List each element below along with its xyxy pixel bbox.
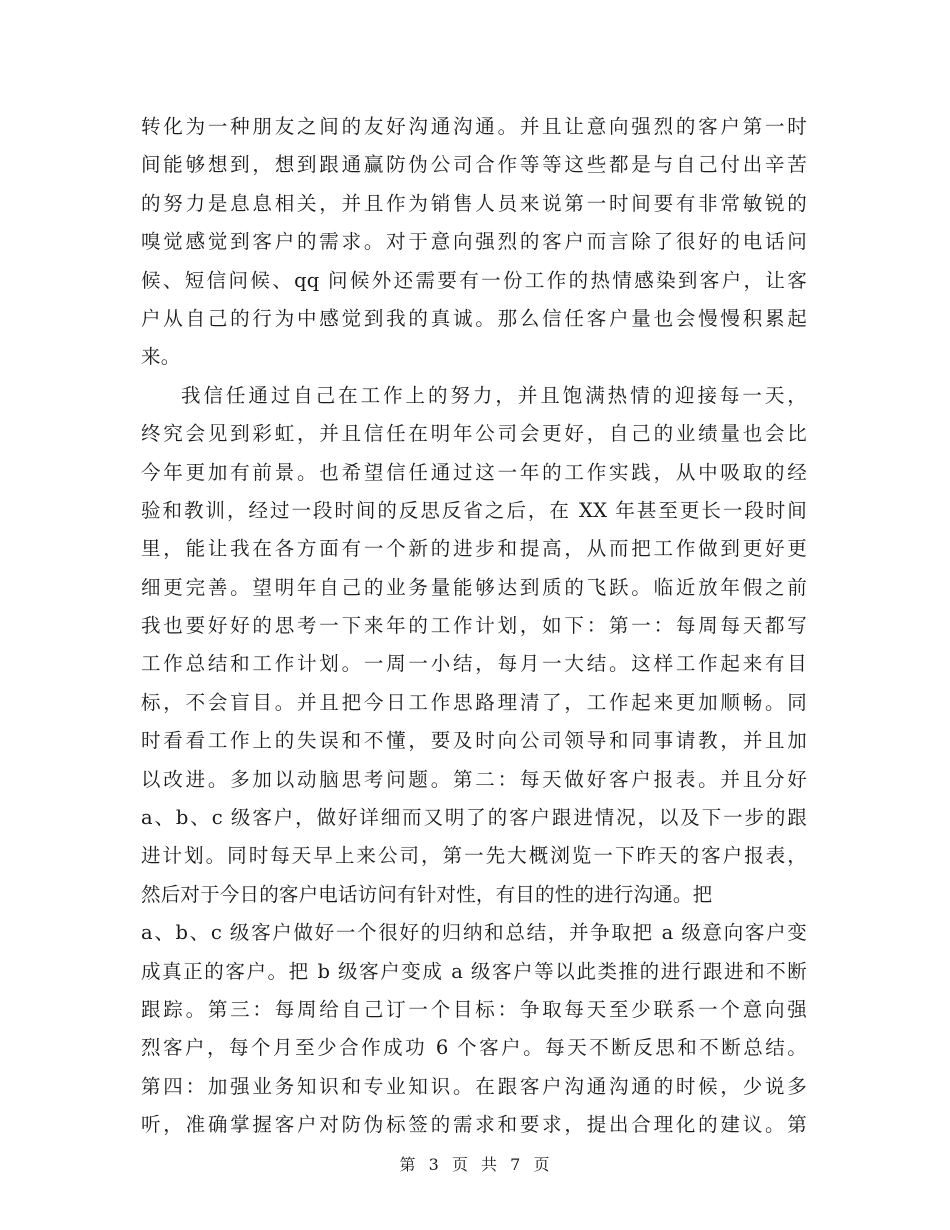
text-line: 工作总结和工作计划。一周一小结，每月一大结。这样工作起来有目 (141, 652, 807, 676)
text-line: 第四：加强业务知识和专业知识。在跟客户沟通沟通的时候，少说多 (141, 1074, 807, 1098)
text-line: 跟踪。第三：每周给自己订一个目标：争取每天至少联系一个意向强 (141, 997, 807, 1021)
text-line: a、b、c 级客户做好一个很好的归纳和总结，并争取把 a 级意向客户变 (141, 921, 807, 945)
text-line: 来。 (141, 345, 181, 369)
text-line: 以改进。多加以动脑思考问题。第二：每天做好客户报表。并且分好 (141, 767, 807, 791)
body-text (141, 108, 807, 1145)
text-line: 烈客户，每个月至少合作成功 6 个客户。每天不断反思和不断总结。 (141, 1036, 807, 1060)
page-footer (0, 1152, 950, 1175)
text-line: 我也要好好的思考一下来年的工作计划，如下：第一：每周每天都写 (141, 614, 807, 638)
text-line: 终究会见到彩虹，并且信任在明年公司会更好，自己的业绩量也会比 (141, 422, 807, 446)
footer-total-prefix: 共 (481, 1155, 499, 1174)
text-line: 转化为一种朋友之间的友好沟通沟通。并且让意向强烈的客户第一时 (141, 115, 807, 138)
current-page-number: 3 (428, 1155, 440, 1174)
text-line: 的努力是息息相关，并且作为销售人员来说第一时间要有非常敏锐的 (141, 191, 807, 215)
text-line: 时看看工作上的失误和不懂，要及时向公司领导和同事请教，并且加 (141, 729, 807, 753)
text-line: 验和教训，经过一段时间的反思反省之后，在 XX 年甚至更长一段时间 (141, 498, 807, 522)
text-line: 细更完善。望明年自己的业务量能够达到质的飞跃。临近放年假之前 (141, 575, 807, 599)
footer-total-suffix: 页 (533, 1155, 551, 1174)
text-line: 间能够想到，想到跟通赢防伪公司合作等等这些都是与自己付出辛苦 (141, 153, 807, 177)
text-line: 标，不会盲目。并且把今日工作思路理清了，工作起来更加顺畅。同 (141, 690, 807, 714)
text-line: 成真正的客户。把 b 级客户变成 a 级客户等以此类推的进行跟进和不断 (141, 959, 807, 983)
footer-page-label: 页 (451, 1155, 469, 1174)
text-line: 今年更加有前景。也希望信任通过这一年的工作实践，从中吸取的经 (141, 460, 807, 484)
text-line: 然后对于今日的客户电话访问有针对性，有目的性的进行沟通。把 (141, 882, 713, 906)
text-line: 里，能让我在各方面有一个新的进步和提高，从而把工作做到更好更 (141, 537, 807, 561)
text-line: 进计划。同时每天早上来公司，第一先大概浏览一下昨天的客户报表， (141, 844, 807, 868)
text-line: 听，准确掌握客户对防伪标签的需求和要求，提出合理化的建议。第 (141, 1113, 807, 1137)
total-page-number: 7 (510, 1155, 522, 1174)
text-line: 我信任通过自己在工作上的努力，并且饱满热情的迎接每一天， (181, 383, 807, 407)
footer-prefix: 第 (399, 1155, 417, 1174)
text-line: a、b、c 级客户，做好详细而又明了的客户跟进情况，以及下一步的跟 (141, 806, 807, 830)
text-line: 候、短信问候、qq 问候外还需要有一份工作的热情感染到客户，让客 (141, 268, 807, 292)
text-line: 嗅觉感觉到客户的需求。对于意向强烈的客户而言除了很好的电话问 (141, 230, 807, 254)
text-line: 户从自己的行为中感觉到我的真诚。那么信任客户量也会慢慢积累起 (141, 306, 807, 330)
